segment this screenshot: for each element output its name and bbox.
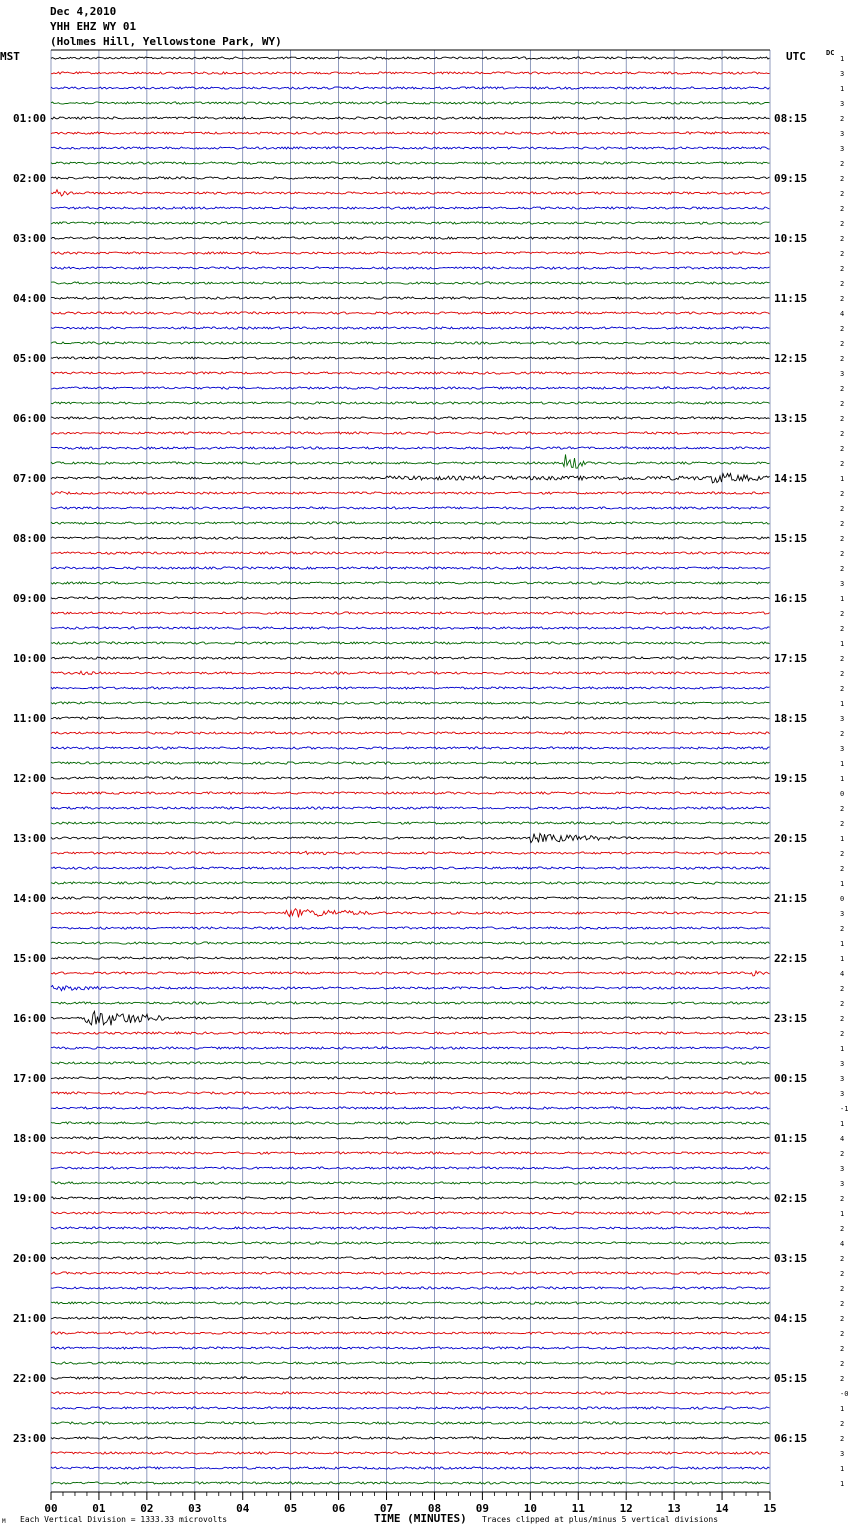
mst-hour-label: 08:00 (13, 532, 47, 545)
dc-offset-value: 1 (840, 595, 845, 603)
trace-row-18 (51, 327, 770, 329)
left-timezone-label: MST (0, 50, 20, 63)
dc-offset-value: 2 (840, 160, 845, 168)
clip-note: Traces clipped at plus/minus 5 vertical divisions (482, 1515, 719, 1524)
trace-row-36 (51, 597, 770, 599)
dc-offset-value: 3 (840, 1060, 845, 1068)
mst-hour-label: 20:00 (13, 1252, 47, 1265)
trace-row-2 (51, 87, 770, 89)
dc-offset-value: 2 (840, 220, 845, 228)
utc-hour-label: 20:15 (774, 832, 808, 845)
dc-offset-value: 2 (840, 520, 845, 528)
utc-hour-label: 15:15 (774, 532, 808, 545)
dc-offset-value: 1 (840, 760, 845, 768)
utc-hour-label: 00:15 (774, 1072, 808, 1085)
dc-offset-value: 2 (840, 280, 845, 288)
trace-row-66 (51, 1047, 770, 1049)
trace-row-58 (51, 927, 770, 929)
dc-offset-value: -1 (840, 1105, 849, 1113)
trace-lines (51, 57, 770, 1484)
trace-row-11 (51, 222, 770, 224)
dc-offset-value: 2 (840, 430, 845, 438)
mst-hour-label: 04:00 (13, 292, 47, 305)
mst-hour-label: 18:00 (13, 1132, 47, 1145)
right-timezone-label: UTC (786, 50, 806, 63)
trace-row-19 (51, 342, 770, 344)
trace-row-12 (51, 237, 770, 239)
dc-offset-value: 2 (840, 865, 845, 873)
mst-hour-label: 02:00 (13, 172, 47, 185)
x-tick-label: 08 (427, 1502, 442, 1515)
utc-hour-label: 14:15 (774, 472, 808, 485)
x-tick-label: 03 (188, 1502, 202, 1515)
x-tick-label: 06 (331, 1502, 346, 1515)
dc-offset-value: 2 (840, 340, 845, 348)
utc-hour-label: 22:15 (774, 952, 808, 965)
dc-offset-value: 2 (840, 1000, 845, 1008)
trace-row-46 (51, 747, 770, 749)
dc-offset-value: -0 (840, 1390, 849, 1398)
dc-offset-value: 2 (840, 190, 845, 198)
dc-offset-value: 2 (840, 805, 845, 813)
mst-hour-label: 01:00 (13, 112, 47, 125)
dc-column-label: DC (826, 49, 835, 57)
trace-row-35 (51, 582, 770, 584)
dc-offset-value: 1 (840, 700, 845, 708)
utc-hour-label: 19:15 (774, 772, 808, 785)
dc-offset-value: 3 (840, 1090, 845, 1098)
dc-offset-value: 2 (840, 925, 845, 933)
trace-row-10 (51, 207, 770, 209)
trace-row-38 (51, 627, 770, 629)
trace-row-67 (51, 1062, 770, 1064)
trace-row-44 (51, 717, 770, 719)
trace-row-9 (51, 190, 770, 196)
trace-row-52 (51, 834, 770, 843)
mst-hour-label: 09:00 (13, 592, 47, 605)
dc-offset-value: 2 (840, 535, 845, 543)
utc-hour-label: 11:15 (774, 292, 808, 305)
trace-row-34 (51, 567, 770, 569)
plot-date: Dec 4,2010 (50, 5, 117, 18)
trace-row-17 (51, 312, 770, 314)
trace-row-39 (51, 642, 770, 644)
dc-offset-value: 4 (840, 970, 845, 978)
trace-row-56 (51, 897, 770, 899)
utc-hour-label: 10:15 (774, 232, 808, 245)
dc-offset-value: 2 (840, 1270, 845, 1278)
trace-row-69 (51, 1092, 770, 1094)
trace-row-14 (51, 267, 770, 269)
trace-row-29 (51, 492, 770, 495)
x-tick-label: 02 (140, 1502, 154, 1515)
trace-row-59 (51, 942, 770, 944)
dc-offset-value: 2 (840, 1315, 845, 1323)
dc-offset-value: 2 (840, 250, 845, 258)
dc-offset-value: 1 (840, 640, 845, 648)
dc-offset-value: 1 (840, 835, 845, 843)
trace-row-74 (51, 1167, 770, 1169)
station-code: YHH EHZ WY 01 (50, 20, 137, 33)
x-tick-label: 10 (523, 1502, 537, 1515)
dc-offset-value: 2 (840, 1030, 845, 1038)
dc-offset-value: 4 (840, 1135, 845, 1143)
dc-offset-value: 2 (840, 1375, 845, 1383)
trace-row-6 (51, 147, 770, 149)
trace-row-7 (51, 162, 770, 164)
trace-row-94 (51, 1467, 770, 1469)
dc-offset-value: 2 (840, 445, 845, 453)
dc-offset-value: 2 (840, 610, 845, 618)
trace-row-55 (51, 882, 770, 884)
trace-row-75 (51, 1182, 770, 1184)
trace-row-51 (51, 822, 770, 824)
trace-row-88 (51, 1377, 770, 1379)
trace-row-45 (51, 732, 770, 734)
x-tick-label: 07 (379, 1502, 394, 1515)
mst-hour-label: 14:00 (13, 892, 47, 905)
trace-row-27 (51, 454, 770, 468)
dc-offset-value: 2 (840, 1255, 845, 1263)
dc-offset-value: 1 (840, 1405, 845, 1413)
axis-labels (13, 55, 848, 1515)
trace-row-60 (51, 957, 770, 959)
trace-row-54 (51, 867, 770, 869)
dc-offset-value: 1 (840, 775, 845, 783)
trace-row-89 (51, 1392, 770, 1394)
vertical-division-note: Each Vertical Division = 1333.33 microvolts (20, 1515, 228, 1524)
dc-offset-value: 1 (840, 1480, 845, 1488)
dc-offset-value: 2 (840, 655, 845, 663)
trace-row-49 (51, 792, 770, 794)
dc-offset-value: 4 (840, 1240, 845, 1248)
trace-row-68 (51, 1077, 770, 1079)
dc-offset-value: 2 (840, 985, 845, 993)
mst-hour-label: 13:00 (13, 832, 47, 845)
trace-row-64 (51, 1011, 770, 1025)
dc-offset-value: 2 (840, 385, 845, 393)
x-tick-label: 05 (284, 1502, 298, 1515)
mst-hour-label: 21:00 (13, 1312, 47, 1325)
mst-hour-label: 06:00 (13, 412, 47, 425)
trace-row-90 (51, 1407, 770, 1409)
mst-hour-label: 05:00 (13, 352, 47, 365)
dc-offset-value: 2 (840, 415, 845, 423)
trace-row-77 (51, 1212, 770, 1214)
trace-row-21 (51, 372, 770, 374)
trace-row-62 (51, 986, 770, 991)
trace-row-1 (51, 72, 770, 74)
trace-row-5 (51, 132, 770, 134)
x-tick-label: 12 (619, 1502, 633, 1515)
trace-row-78 (51, 1227, 770, 1229)
dc-offset-value: 2 (840, 400, 845, 408)
dc-offset-value: 1 (840, 955, 845, 963)
utc-hour-label: 23:15 (774, 1012, 808, 1025)
mst-hour-label: 03:00 (13, 232, 47, 245)
dc-offset-value: 2 (840, 730, 845, 738)
dc-offset-value: 2 (840, 115, 845, 123)
x-tick-label: 01 (92, 1502, 106, 1515)
utc-hour-label: 13:15 (774, 412, 808, 425)
trace-row-43 (51, 702, 770, 704)
trace-row-92 (51, 1437, 770, 1439)
mst-hour-label: 12:00 (13, 772, 47, 785)
mst-hour-label: 23:00 (13, 1432, 47, 1445)
trace-row-57 (51, 909, 770, 918)
trace-row-13 (51, 252, 770, 254)
trace-row-40 (51, 657, 770, 659)
utc-hour-label: 12:15 (774, 352, 808, 365)
dc-offset-value: 3 (840, 70, 845, 78)
trace-row-61 (51, 971, 770, 976)
trace-row-72 (51, 1137, 770, 1139)
x-tick-label: 13 (667, 1502, 681, 1515)
dc-offset-value: 1 (840, 85, 845, 93)
dc-offset-value: 4 (840, 310, 845, 318)
x-tick-label: 04 (236, 1502, 250, 1515)
trace-row-0 (51, 57, 770, 59)
x-tick-label: 00 (44, 1502, 58, 1515)
dc-offset-value: 2 (840, 460, 845, 468)
dc-offset-value: 1 (840, 1210, 845, 1218)
trace-row-37 (51, 612, 770, 614)
trace-row-87 (51, 1362, 770, 1364)
dc-offset-value: 3 (840, 145, 845, 153)
trace-row-71 (51, 1122, 770, 1124)
dc-offset-value: 0 (840, 895, 845, 903)
station-location: (Holmes Hill, Yellowstone Park, WY) (50, 35, 282, 48)
x-tick-label: 14 (715, 1502, 729, 1515)
utc-hour-label: 21:15 (774, 892, 808, 905)
trace-row-22 (51, 387, 770, 389)
trace-row-16 (51, 297, 770, 299)
dc-offset-value: 1 (840, 1465, 845, 1473)
trace-row-81 (51, 1272, 770, 1274)
utc-hour-label: 05:15 (774, 1372, 808, 1385)
dc-offset-value: 3 (840, 370, 845, 378)
utc-hour-label: 09:15 (774, 172, 808, 185)
dc-offset-value: 2 (840, 1015, 845, 1023)
mst-hour-label: 15:00 (13, 952, 47, 965)
x-tick-label: 09 (475, 1502, 490, 1515)
trace-row-23 (51, 402, 770, 404)
dc-offset-value: 1 (840, 55, 845, 63)
dc-offset-value: 3 (840, 1165, 845, 1173)
trace-row-80 (51, 1257, 770, 1259)
trace-row-30 (51, 507, 770, 509)
trace-row-83 (51, 1302, 770, 1304)
dc-offset-value: 1 (840, 1045, 845, 1053)
mst-hour-label: 19:00 (13, 1192, 47, 1205)
dc-offset-value: 2 (840, 1195, 845, 1203)
dc-offset-value: 2 (840, 1345, 845, 1353)
corner-mark: M (2, 1518, 6, 1525)
trace-row-63 (51, 1002, 770, 1004)
dc-offset-value: 2 (840, 505, 845, 513)
dc-offset-value: 2 (840, 490, 845, 498)
dc-offset-value: 1 (840, 940, 845, 948)
grid-lines (51, 50, 770, 1492)
trace-row-95 (51, 1482, 770, 1484)
trace-row-86 (51, 1347, 770, 1349)
dc-offset-value: 1 (840, 475, 845, 483)
dc-offset-value: 1 (840, 1120, 845, 1128)
trace-row-26 (51, 447, 770, 449)
x-tick-label: 11 (571, 1502, 585, 1515)
dc-offset-value: 1 (840, 880, 845, 888)
trace-row-3 (51, 102, 770, 104)
mst-hour-label: 22:00 (13, 1372, 47, 1385)
trace-row-79 (51, 1242, 770, 1244)
mst-hour-label: 10:00 (13, 652, 47, 665)
dc-offset-value: 2 (840, 325, 845, 333)
dc-offset-value: 3 (840, 580, 845, 588)
dc-offset-value: 2 (840, 235, 845, 243)
dc-offset-value: 3 (840, 1075, 845, 1083)
utc-hour-label: 01:15 (774, 1132, 808, 1145)
mst-hour-label: 17:00 (13, 1072, 47, 1085)
dc-offset-value: 2 (840, 565, 845, 573)
dc-offset-value: 2 (840, 670, 845, 678)
trace-row-8 (51, 177, 770, 179)
dc-offset-value: 2 (840, 820, 845, 828)
utc-hour-label: 08:15 (774, 112, 808, 125)
utc-hour-label: 04:15 (774, 1312, 808, 1325)
trace-row-48 (51, 777, 770, 779)
dc-offset-value: 2 (840, 685, 845, 693)
utc-hour-label: 02:15 (774, 1192, 808, 1205)
dc-offset-value: 3 (840, 910, 845, 918)
trace-row-4 (51, 117, 770, 119)
trace-row-82 (51, 1287, 770, 1289)
dc-offset-value: 3 (840, 1450, 845, 1458)
trace-row-76 (51, 1197, 770, 1199)
trace-row-53 (51, 851, 770, 855)
trace-row-42 (51, 687, 770, 689)
dc-offset-value: 2 (840, 1225, 845, 1233)
x-axis-title: TIME (MINUTES) (374, 1512, 467, 1525)
trace-row-85 (51, 1332, 770, 1334)
dc-offset-value: 2 (840, 1360, 845, 1368)
dc-offset-value: 2 (840, 1300, 845, 1308)
dc-offset-value: 2 (840, 1150, 845, 1158)
utc-hour-label: 06:15 (774, 1432, 808, 1445)
dc-offset-value: 3 (840, 130, 845, 138)
dc-offset-value: 2 (840, 295, 845, 303)
trace-row-31 (51, 522, 770, 524)
trace-row-93 (51, 1452, 770, 1454)
trace-row-32 (51, 537, 770, 539)
mst-hour-label: 07:00 (13, 472, 47, 485)
trace-row-20 (51, 357, 770, 359)
utc-hour-label: 18:15 (774, 712, 808, 725)
utc-hour-label: 03:15 (774, 1252, 808, 1265)
dc-offset-value: 2 (840, 1420, 845, 1428)
trace-row-73 (51, 1152, 770, 1154)
trace-row-47 (51, 762, 770, 764)
utc-hour-label: 17:15 (774, 652, 808, 665)
trace-row-65 (51, 1032, 770, 1034)
dc-offset-value: 2 (840, 355, 845, 363)
dc-offset-value: 3 (840, 1180, 845, 1188)
trace-row-50 (51, 807, 770, 809)
dc-offset-value: 2 (840, 265, 845, 273)
dc-offset-value: 2 (840, 550, 845, 558)
dc-offset-value: 2 (840, 625, 845, 633)
trace-row-84 (51, 1317, 770, 1319)
dc-offset-value: 2 (840, 175, 845, 183)
trace-row-70 (51, 1107, 770, 1109)
trace-row-91 (51, 1422, 770, 1424)
trace-row-24 (51, 417, 770, 419)
dc-offset-value: 2 (840, 1285, 845, 1293)
mst-hour-label: 11:00 (13, 712, 47, 725)
trace-row-15 (51, 282, 770, 284)
dc-offset-value: 0 (840, 790, 845, 798)
trace-row-28 (51, 474, 770, 483)
trace-row-25 (51, 432, 770, 434)
dc-offset-value: 2 (840, 1435, 845, 1443)
x-tick-label: 15 (763, 1502, 777, 1515)
trace-row-33 (51, 552, 770, 554)
dc-offset-value: 3 (840, 715, 845, 723)
dc-offset-value: 3 (840, 100, 845, 108)
dc-offset-value: 2 (840, 205, 845, 213)
mst-hour-label: 16:00 (13, 1012, 47, 1025)
dc-offset-value: 2 (840, 1330, 845, 1338)
dc-offset-value: 3 (840, 745, 845, 753)
utc-hour-label: 16:15 (774, 592, 808, 605)
dc-offset-value: 2 (840, 850, 845, 858)
trace-row-41 (51, 671, 770, 675)
